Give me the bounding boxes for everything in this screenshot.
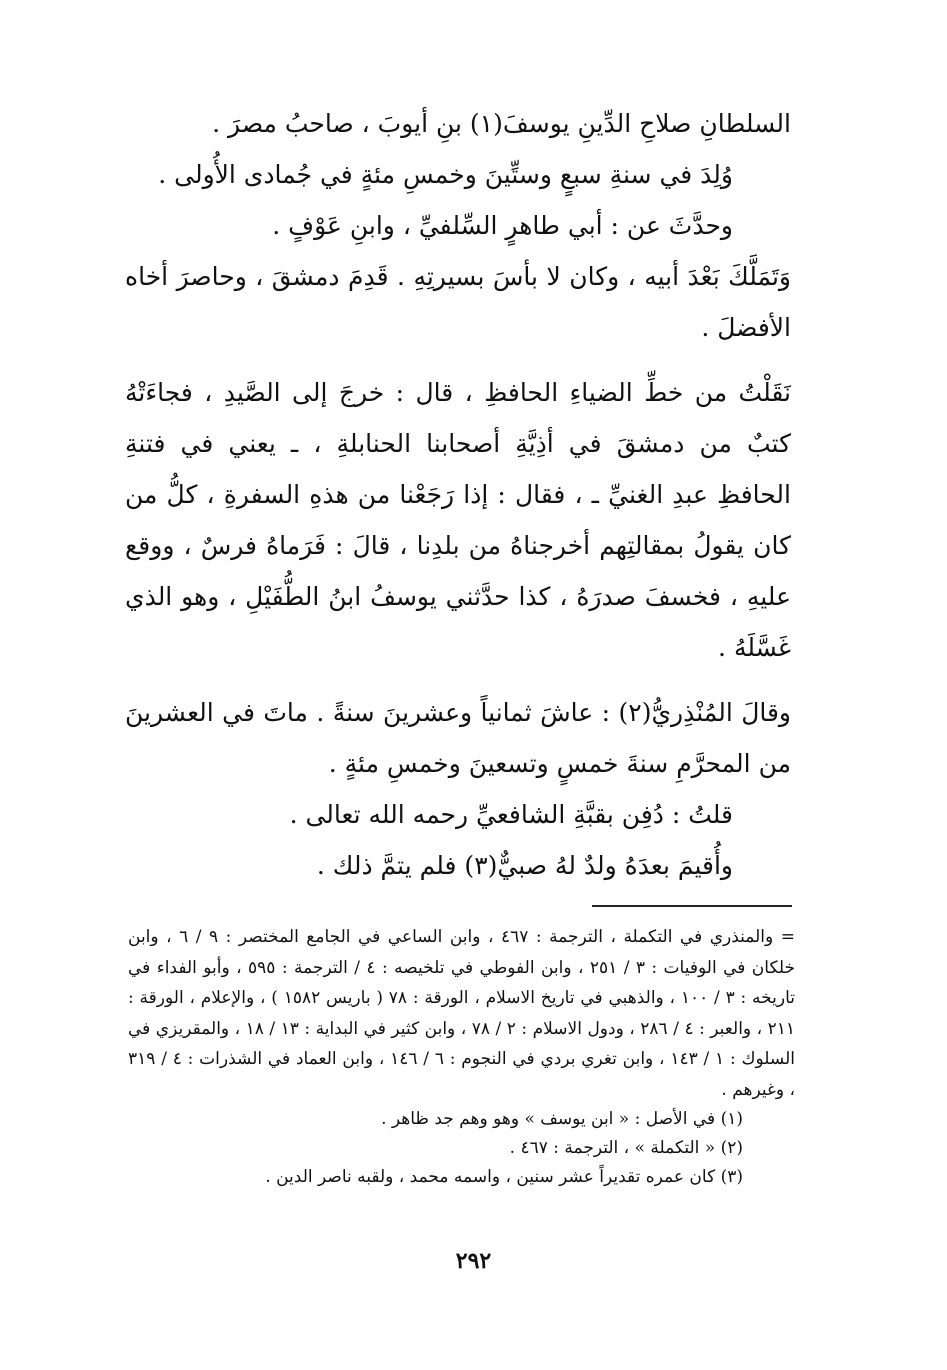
paragraph-account: نَقَلْتُ من خطِّ الضياءِ الحافظِ ، قال : خرجَ إلى الصَّيدِ ، فجاءَتْهُ كتبٌ من دمشقَ في أذِيَّةِ أصحابنا الحنابلةِ ، ـ يعني في فتنةِ الحافظِ عبدِ الغنيِّ ـ ، فقال : إذا رَجَعْنا من هذهِ السفرةِ ، كلُّ من كان يقولُ بمقالتِهم أخرجناهُ من بلدِنا ، قالَ : فَرَماهُ فرسٌ ، ووقع عليهِ ، فخسفَ صدرَهُ ، كذا حدَّثني يوسفُ ابنُ الطُّفَيْلِ ، وهو الذي غَسَّلَهُ . bbox=[125, 378, 791, 662]
footnote-2: (٢) « التكملة » ، الترجمة : ٤٦٧ . bbox=[509, 1138, 743, 1158]
footnote-3: (٣) كان عمره تقديراً عشر سنين ، واسمه محمد ، ولقبه ناصر الدين . bbox=[265, 1167, 743, 1187]
paragraph-birth: وُلِدَ في سنةِ سبعٍ وستِّينَ وخمسِ مئةٍ في جُمادى الأُولى . bbox=[158, 160, 733, 189]
main-text bbox=[125, 98, 791, 891]
footnote-separator bbox=[592, 905, 792, 907]
footnote-continuation: = والمنذري في التكملة ، الترجمة : ٤٦٧ ، وابن الساعي في الجامع المختصر : ٩ / ٦ ، وابن خلكان في الوفيات : ٣ / ٢٥١ ، وابن الفوطي في تلخيصه : ٤ / الترجمة : ٥٩٥ ، وأبو الفداء في تاريخه : ٣ / ١٠٠ ، والذهبي في تاريخ الاسلام ، الورقة : ٧٨ ( باريس ١٥٨٢ ) ، والإعلام ، الورقة : ٢١١ ، والعبر : ٤ / ٢٨٦ ، ودول الاسلام : ٢ / ٧٨ ، وابن كثير في البداية : ١٣ / ١٨ ، والمقريزي في السلوك : ١ / ١٤٣ ، وابن تغري بردي في النجوم : ٦ / ١٤٦ ، وابن العماد في الشذرات : ٤ / ٣١٩ ، وغيرهم . bbox=[128, 927, 796, 1100]
page-number: ٢٩٢ bbox=[455, 1248, 492, 1274]
footnotes bbox=[128, 922, 795, 1192]
paragraph-narrated: وحدَّثَ عن : أبي طاهرٍ السِّلفيِّ ، وابنِ عَوْفٍ . bbox=[272, 211, 733, 240]
paragraph-successor: وأُقيمَ بعدَهُ ولدٌ لهُ صبيٌّ(٣) فلم يتمَّ ذلك . bbox=[316, 851, 733, 880]
footnote-1: (١) في الأصل : « ابن يوسف » وهو وهم جد ظاهر . bbox=[381, 1109, 743, 1129]
paragraph-title-line: السلطانِ صلاحِ الدِّينِ يوسفَ(١) بنِ أيوبَ ، صاحبُ مصرَ . bbox=[212, 109, 791, 138]
paragraph-reign: وَتَمَلَّكَ بَعْدَ أبيه ، وكان لا بأسَ بسيرتِهِ . قَدِمَ دمشقَ ، وحاصرَ أخاه الأفضلَ . bbox=[125, 262, 792, 342]
paragraph-burial: قلتُ : دُفِن بقبَّةِ الشافعيِّ رحمه الله تعالى . bbox=[289, 800, 733, 829]
paragraph-death: وقالَ المُنْذِريُّ(٢) : عاشَ ثمانياً وعشرينَ سنةً . ماتَ في العشرينَ من المحرَّمِ سنةَ خمسٍ وتسعينَ وخمسِ مئةٍ . bbox=[125, 698, 792, 778]
